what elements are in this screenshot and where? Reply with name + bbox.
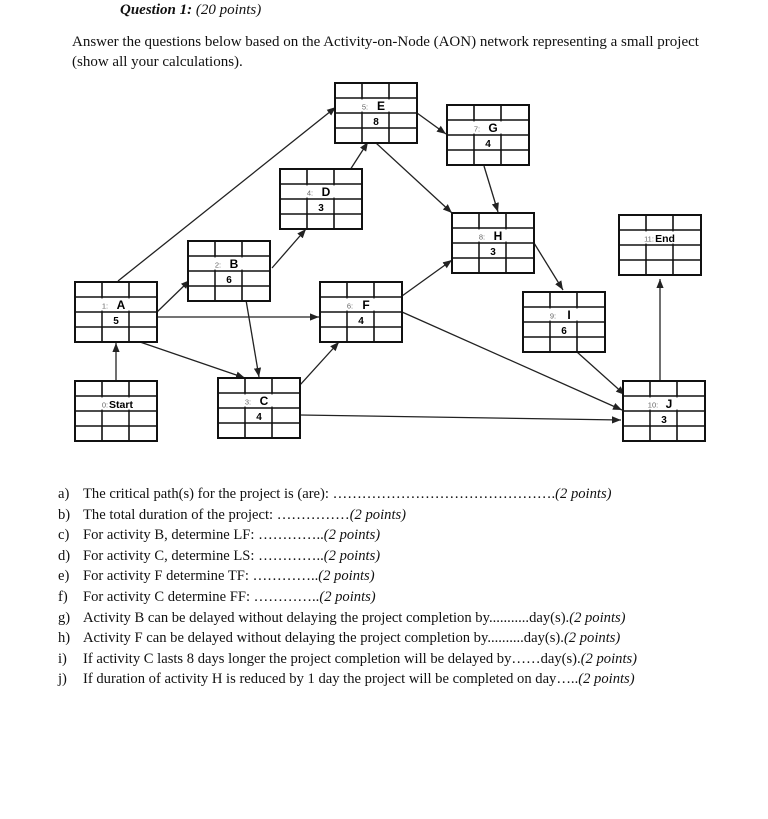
node-i [523,292,605,352]
node-duration: 6 [561,326,567,337]
node-duration: 3 [490,247,496,258]
edge-B-C [246,300,259,377]
question-item-text: If activity C lasts 8 days longer the project completion will be delayed by……day(s). [83,650,581,667]
question-item [58,628,758,649]
node-id: 2: [214,260,222,270]
edge-C-F [300,342,339,385]
network-nodes [75,83,705,441]
edge-F-H [402,260,452,296]
node-id: 9: [549,311,557,321]
question-item [58,484,758,505]
question-item-label: d) [58,547,71,564]
node-b [188,241,270,301]
question-intro: Answer the questions below based on the Activity-on-Node (AON) network representing a small project (show all your calculations). [72,34,699,70]
node-duration: 4 [485,139,491,150]
question-item-text: For activity C determine FF: ………….. [83,588,320,605]
node-id: 5: [361,102,369,112]
node-name: I [567,308,571,322]
node-duration: 8 [373,117,379,128]
node-duration: 4 [256,412,262,423]
question-item [58,566,758,587]
node-name: B [229,257,239,271]
question-item-label: j) [58,671,67,688]
question-item-text: If duration of activity H is reduced by 1 day the project will be completed on day….. [83,671,579,688]
node-id: 3: [244,397,252,407]
question-item-label: i) [58,650,67,667]
node-name: C [259,394,269,408]
question-item-text: For activity F determine TF: ………….. [83,568,319,585]
question-list [58,484,758,690]
edge-G-H [484,166,498,212]
node-duration: 3 [661,415,667,426]
question-item-text: Activity F can be delayed without delaying the project completion by..........day(s). [83,630,564,647]
question-points: (20 points) [195,2,262,18]
edge-I-J [577,352,625,395]
question-item-label: h) [58,630,71,647]
node-h [452,213,534,273]
node-name: J [665,397,673,411]
question-item-text: The total duration of the project: …………… [83,506,350,523]
node-name: A [116,298,126,312]
question-item [58,587,758,608]
node-f [320,282,402,342]
node-end [619,215,701,275]
question-item-text: Activity B can be delayed without delaying the project completion by...........day(s). [83,609,570,626]
question-item [58,669,758,690]
node-id: 7: [473,124,481,134]
node-name: H [493,229,503,243]
node-id: 4: [306,188,314,198]
question-item-text: For activity B, determine LF: ………….. [83,527,324,544]
question-item-points: (2 points) [569,609,626,626]
edge-B-D [272,229,306,268]
node-j [623,381,705,441]
edge-E-G [417,113,446,134]
node-name: E [376,99,386,113]
node-duration: 6 [226,275,232,286]
question-item [58,649,758,670]
question-item-points: (2 points) [319,588,376,605]
node-duration: 4 [358,316,364,327]
node-name: D [321,185,331,199]
question-item-points: (2 points) [580,650,638,667]
node-id: 8: [478,232,486,242]
question-item-label: c) [58,527,70,544]
question-item-label: f) [58,588,68,605]
question-item-points: (2 points) [323,547,381,564]
question-item [58,525,758,546]
node-name: F [362,298,370,312]
question-item-label: e) [58,568,70,585]
node-name: End [655,233,675,245]
question-item [58,546,758,567]
question-item-points: (2 points) [578,671,635,688]
node-c [218,378,300,438]
question-item-points: (2 points) [318,568,375,585]
node-a [75,282,157,342]
question-item-text: The critical path(s) for the project is (are): ………………………………………. [83,486,556,502]
node-id: 1: [101,301,109,311]
question-item-points: (2 points) [323,527,381,544]
question-item-label: a) [58,486,70,502]
question-item-text: For activity C, determine LS: ………….. [83,547,324,564]
question-item-points: (2 points) [555,486,612,502]
question-item-label: b) [58,506,71,523]
edge-H-I [534,243,563,290]
question-item-label: g) [58,609,71,626]
question-item-points: (2 points) [349,506,407,523]
edge-D-E [350,142,368,170]
node-name: G [488,121,498,135]
question-item [58,505,758,526]
node-start [75,381,157,441]
node-id: 6: [346,301,354,311]
question-label: Question 1: [120,2,193,18]
node-duration: 5 [113,316,119,327]
edge-E-H [376,143,452,213]
node-id: 11: [644,234,654,244]
node-name: Start [109,399,133,411]
node-id: 0: [101,400,109,410]
edge-A-B [157,280,190,312]
node-e [335,83,417,143]
node-duration: 3 [318,203,324,214]
question-item-points: (2 points) [563,630,621,647]
edge-A-C [140,342,245,378]
question-item [58,608,758,629]
node-g [447,105,529,165]
node-id: 10: [647,400,659,410]
node-d [280,169,362,229]
edge-C-J [300,415,621,420]
